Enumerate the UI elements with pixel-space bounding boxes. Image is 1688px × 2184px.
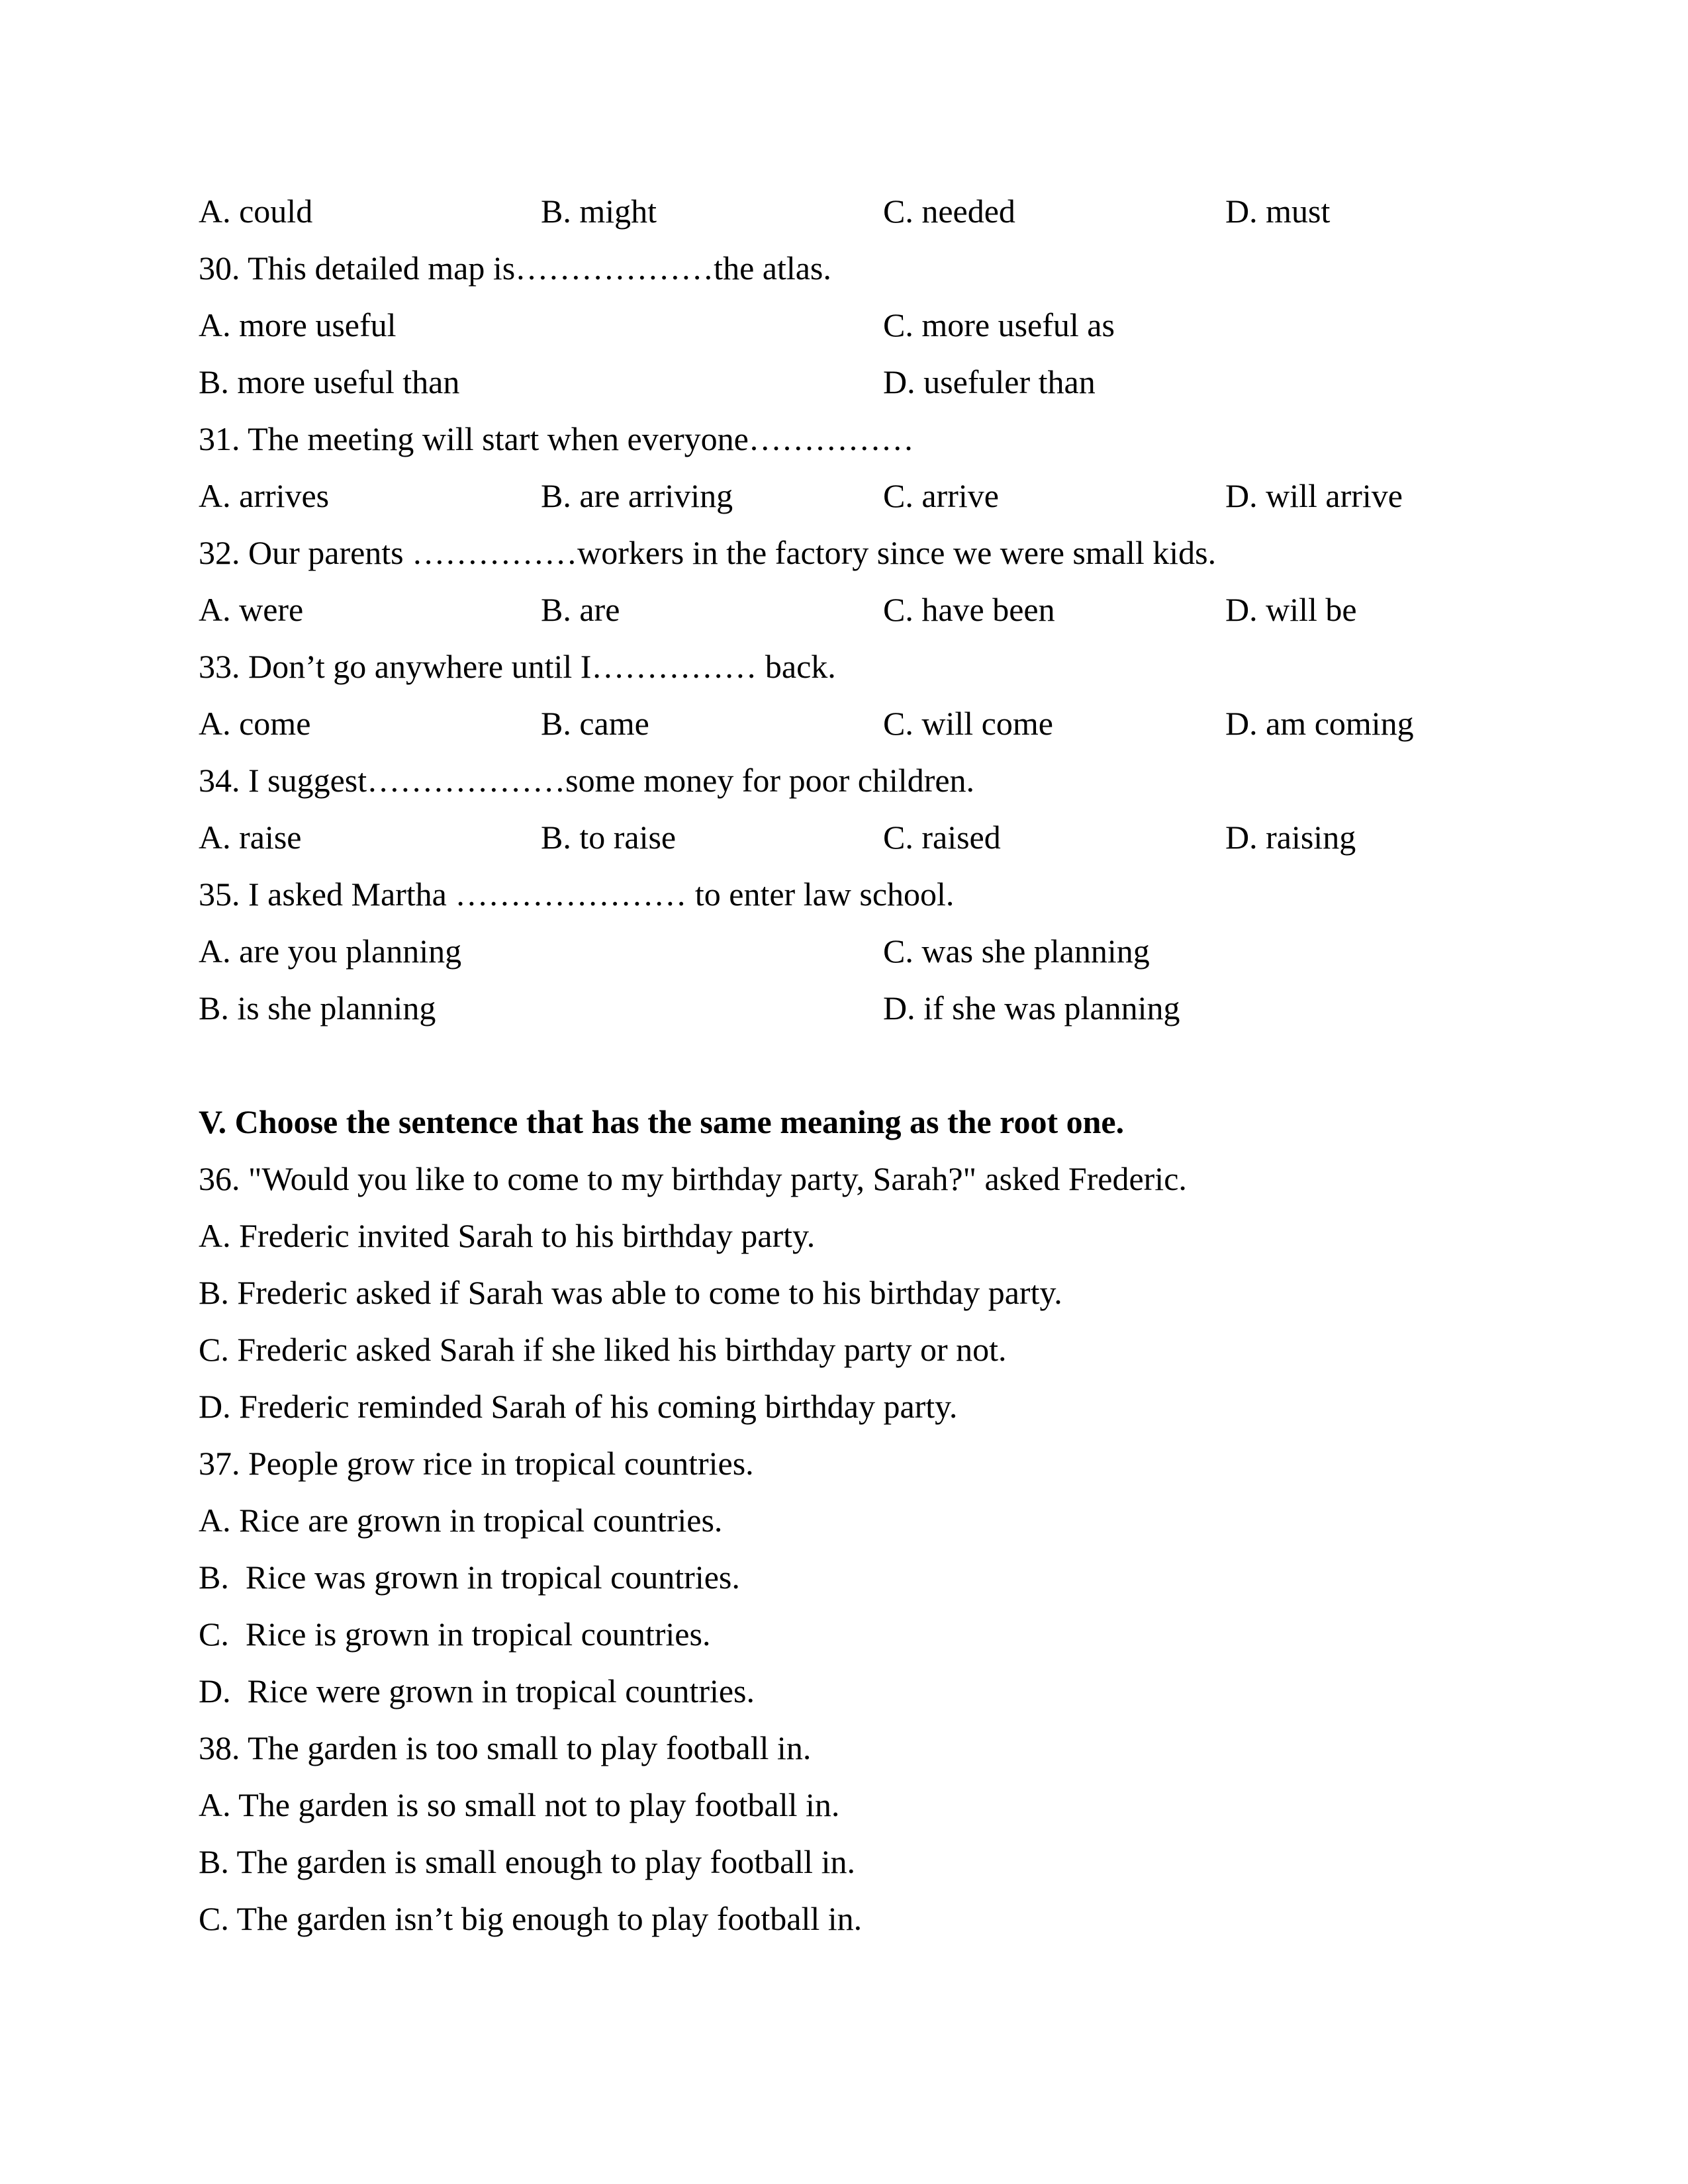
- q37-option-c: C. Rice is grown in tropical countries.: [199, 1615, 711, 1653]
- answer-option: C. more useful as: [883, 306, 1115, 343]
- answer-option: B. came: [541, 705, 649, 742]
- answer-option: D. must: [1225, 193, 1331, 230]
- answer-option: A. were: [199, 591, 304, 628]
- answer-option: C. arrive: [883, 477, 999, 514]
- q34-options: [199, 809, 1516, 866]
- q36-option-a: A. Frederic invited Sarah to his birthday party.: [199, 1217, 816, 1254]
- q36-option-b: B. Frederic asked if Sarah was able to come to his birthday party.: [199, 1274, 1062, 1311]
- q36-question: 36. "Would you like to come to my birthday party, Sarah?" asked Frederic.: [199, 1160, 1187, 1197]
- answer-option: A. could: [199, 193, 313, 230]
- answer-option: D. if she was planning: [883, 989, 1180, 1026]
- answer-option: B. are arriving: [541, 477, 733, 514]
- q35-options-row2: [199, 979, 1516, 1036]
- answer-option: C. have been: [883, 591, 1055, 628]
- section-v-heading: V. Choose the sentence that has the same meaning as the root one.: [199, 1103, 1125, 1140]
- q32-question: 32. Our parents ……………workers in the factory since we were small kids.: [199, 534, 1217, 571]
- answer-option: B. might: [541, 193, 657, 230]
- q37-question: 37. People grow rice in tropical countries.: [199, 1445, 754, 1482]
- q38-option-b: B. The garden is small enough to play football in.: [199, 1843, 855, 1880]
- q35-question: 35. I asked Martha ………………… to enter law school.: [199, 876, 955, 913]
- answer-option: B. are: [541, 591, 620, 628]
- answer-option: C. was she planning: [883, 933, 1150, 970]
- answer-option: D. will arrive: [1225, 477, 1403, 514]
- answer-option: A. more useful: [199, 306, 397, 343]
- q30-options-row1: [199, 296, 1516, 353]
- q37-option-b: B. Rice was grown in tropical countries.: [199, 1559, 740, 1596]
- q36-option-c: C. Frederic asked Sarah if she liked his birthday party or not.: [199, 1331, 1007, 1368]
- q35-options-row1: [199, 923, 1516, 979]
- answer-option: C. raised: [883, 819, 1001, 856]
- q33-options: [199, 695, 1516, 752]
- q38-question: 38. The garden is too small to play football in.: [199, 1729, 812, 1766]
- q36-option-d: D. Frederic reminded Sarah of his coming birthday party.: [199, 1388, 958, 1425]
- q31-options: [199, 467, 1516, 524]
- q38-option-a: A. The garden is so small not to play football in.: [199, 1786, 840, 1823]
- q37-option-d: D. Rice were grown in tropical countries.: [199, 1672, 755, 1709]
- answer-option: B. to raise: [541, 819, 677, 856]
- answer-option: A. come: [199, 705, 311, 742]
- q30-options-row2: [199, 353, 1516, 410]
- answer-option: D. will be: [1225, 591, 1357, 628]
- answer-option: B. more useful than: [199, 363, 460, 400]
- answer-option: C. needed: [883, 193, 1015, 230]
- answer-option: D. raising: [1225, 819, 1356, 856]
- q32-options: [199, 581, 1516, 638]
- q31-question: 31. The meeting will start when everyone……………: [199, 420, 914, 457]
- q29-options: [199, 183, 1516, 240]
- q30-question: 30. This detailed map is………………the atlas.: [199, 250, 831, 287]
- q38-option-c: C. The garden isn’t big enough to play football in.: [199, 1900, 863, 1937]
- answer-option: A. raise: [199, 819, 302, 856]
- answer-option: B. is she planning: [199, 989, 436, 1026]
- q33-question: 33. Don’t go anywhere until I…………… back.: [199, 648, 836, 685]
- q34-question: 34. I suggest………………some money for poor children.: [199, 762, 975, 799]
- answer-option: D. usefuler than: [883, 363, 1096, 400]
- answer-option: D. am coming: [1225, 705, 1414, 742]
- q37-option-a: A. Rice are grown in tropical countries.: [199, 1502, 723, 1539]
- answer-option: A. are you planning: [199, 933, 462, 970]
- answer-option: C. will come: [883, 705, 1053, 742]
- answer-option: A. arrives: [199, 477, 330, 514]
